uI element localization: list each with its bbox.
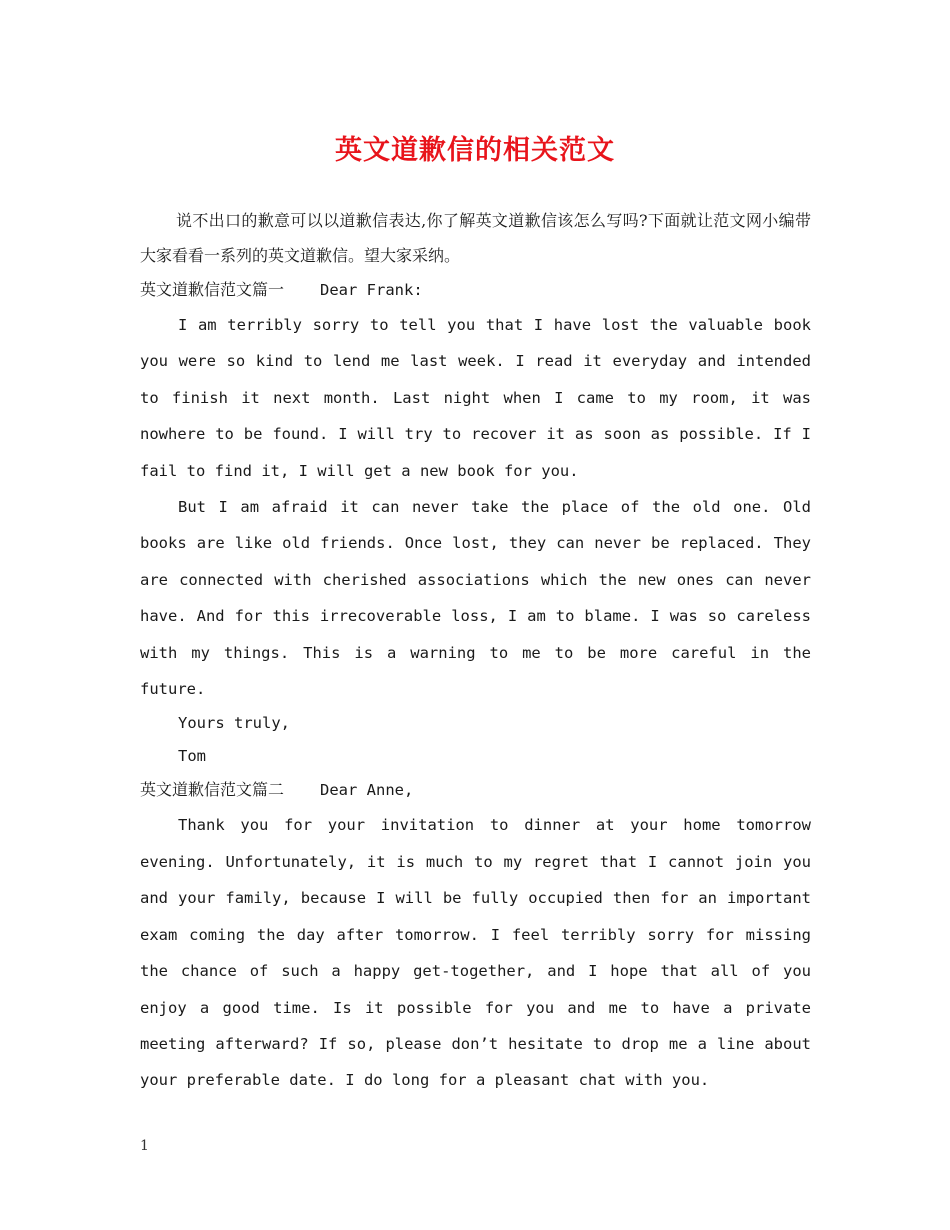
document-body bbox=[140, 203, 811, 1099]
intro-paragraph: 说不出口的歉意可以以道歉信表达,你了解英文道歉信该怎么写吗?下面就让范文网小编带大家看看一系列的英文道歉信。望大家采纳。 bbox=[140, 211, 811, 265]
letter-paragraph: Thank you for your invitation to dinner at your home tomorrow evening. Unfortunately, it is much to my regret that I cannot join you and your family, because I will be fully occupied then for an important exam coming the day after tomorrow. I feel terribly sorry for missing the chance of such a happy get-together, and I hope that all of you enjoy a good time. Is it possible for you and me to have a private meeting afterward? If so, please don’t hesitate to drop me a line about your preferable date. I do long for a pleasant chat with you. bbox=[140, 816, 811, 1090]
letter-salutation: Dear Frank: bbox=[320, 281, 423, 299]
letter-heading-title: 英文道歉信范文篇一 bbox=[140, 280, 285, 299]
page-number: 1 bbox=[140, 1138, 149, 1154]
page-title: 英文道歉信的相关范文 bbox=[335, 135, 615, 166]
letter-salutation: Dear Anne, bbox=[320, 781, 414, 800]
letter-heading bbox=[140, 273, 811, 307]
letter-paragraph: But I am afraid it can never take the place of the old one. Old books are like old friends. Once lost, they can never be replaced. They are connected with cherished associations which the new ones can never have. And for this irrecoverable loss, I am to blame. I was so careless with my things. This is a warning to me to be more careful in the future. bbox=[140, 498, 811, 699]
letter-heading bbox=[140, 773, 811, 807]
letter-two bbox=[140, 773, 811, 1098]
letter-heading-title: 英文道歉信范文篇二 bbox=[140, 780, 285, 800]
letter-signature: Tom bbox=[178, 747, 206, 766]
letter-closing: Yours truly, bbox=[178, 714, 290, 733]
letter-paragraph: I am terribly sorry to tell you that I have lost the valuable book you were so kind to lend me last week. I read it everyday and intended to finish it next month. Last night when I came to my room, it was nowhere to be found. I will try to recover it as soon as possible. If I fail to find it, I will get a new book for you. bbox=[140, 316, 811, 480]
letter-one bbox=[140, 273, 811, 773]
